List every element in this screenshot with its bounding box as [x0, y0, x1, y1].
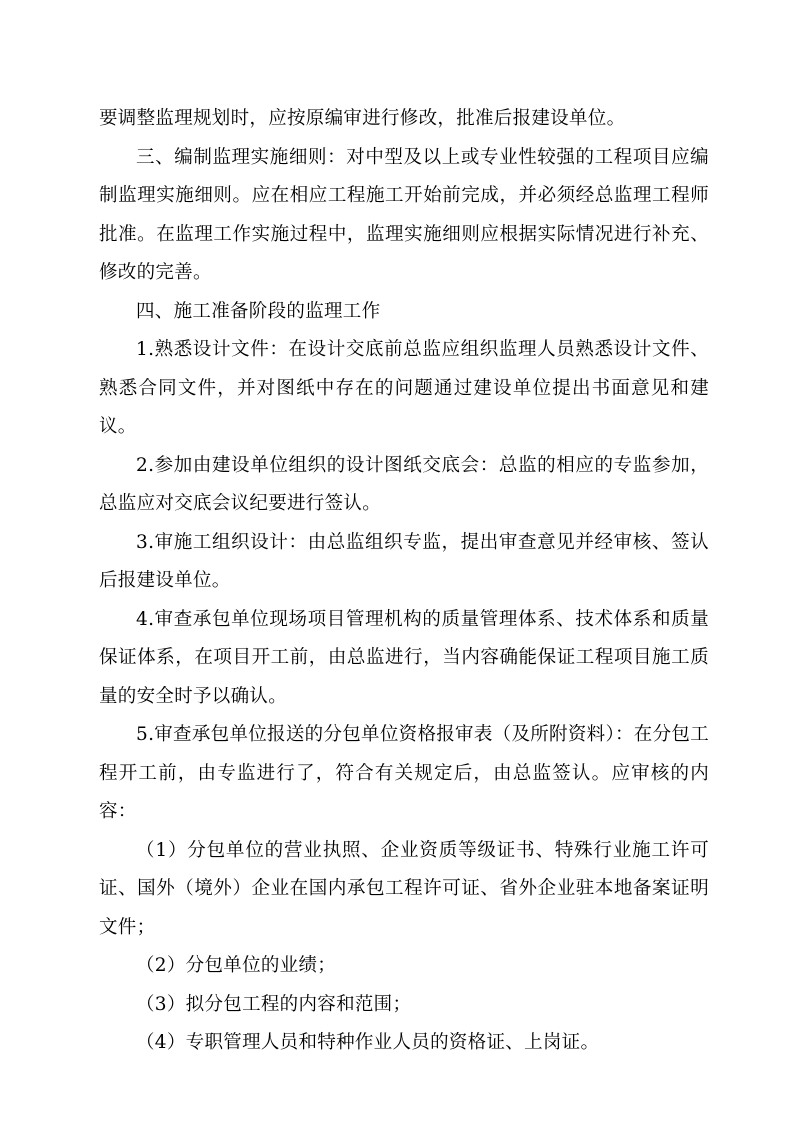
- section-heading-4: 四、施工准备阶段的监理工作: [136, 300, 381, 322]
- paragraph-continuation: 要调整监理规划时，应按原编审进行修改，批准后报建设单位。: [99, 108, 626, 129]
- list-item-5: 5.审查承包单位报送的分包单位资格报审表（及所附资料）：在分包工程开工前，由专监进行了，符合有关规定后，由总监签认。应审核的内容：: [99, 724, 710, 822]
- paragraph-section-3-implementation-rules: 三、编制监理实施细则：对中型及以上或专业性较强的工程项目应编制监理实施细则。应在相应工程施工开始前完成，并必须经总监理工程师批准。在监理工作实施过程中，监理实施细则应根据实际情况进行补充、修改的完善。: [99, 146, 709, 283]
- sub-item-1: （1）分包单位的营业执照、企业资质等级证书、特殊行业施工许可证、国外（境外）企业在国内承包工程许可证、省外企业驻本地备案证明文件；: [99, 839, 709, 938]
- list-item-2: 2.参加由建设单位组织的设计图纸交底会：总监的相应的专监参加，总监应对交底会议纪要进行签认。: [99, 454, 709, 514]
- list-item-3: 3.审施工组织设计：由总监组织专监，提出审查意见并经审核、签认后报建设单位。: [99, 531, 709, 591]
- sub-item-4: （4）专职管理人员和特种作业人员的资格证、上岗证。: [136, 1032, 600, 1053]
- sub-item-3: （3）拟分包工程的内容和范围；: [136, 993, 412, 1015]
- document-body: [99, 100, 709, 1063]
- list-item-1: 1.熟悉设计文件：在设计交底前总监应组织监理人员熟悉设计文件、熟悉合同文件，并对图纸中存在的问题通过建设单位提出书面意见和建议。: [99, 339, 709, 437]
- list-item-4: 4.审查承包单位现场项目管理机构的质量管理体系、技术体系和质量保证体系，在项目开工前，由总监进行，当内容确能保证工程项目施工质量的安全时予以确认。: [99, 608, 709, 707]
- sub-item-2: （2）分包单位的业绩；: [136, 955, 337, 976]
